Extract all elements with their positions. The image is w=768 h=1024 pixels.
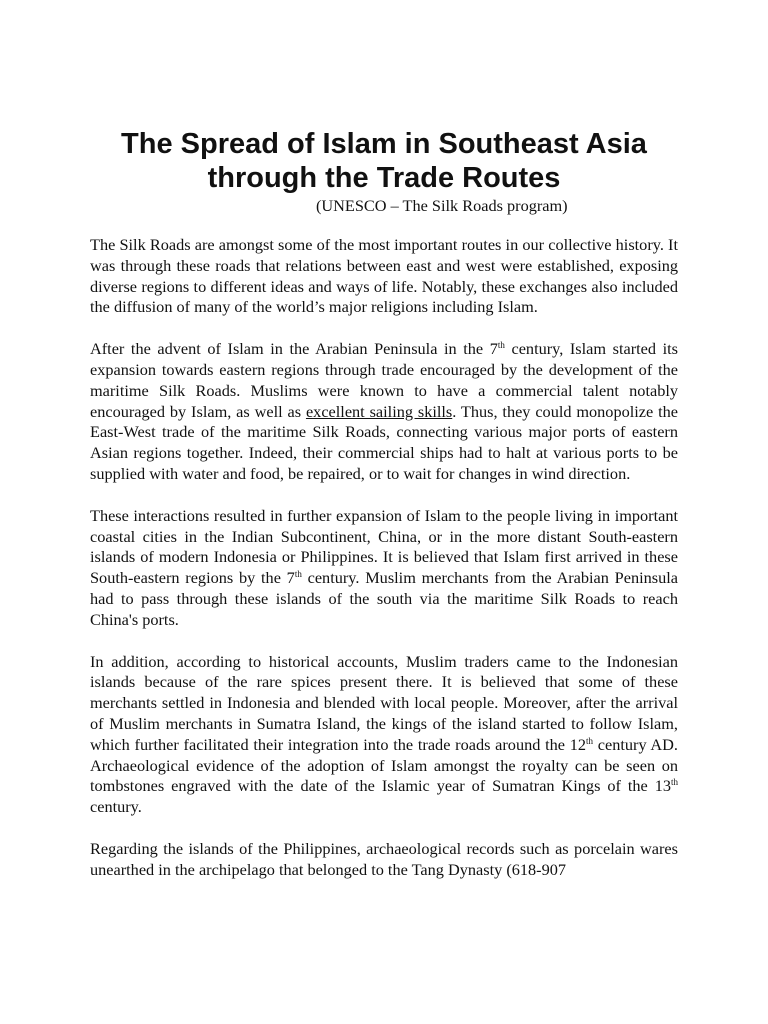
paragraph-2 (90, 339, 678, 485)
paragraph-5: Regarding the islands of the Philippines, archaeological records such as porcelain wares unearthed in the archipelago that belonged to the Tang Dynasty (618-907 (90, 838, 678, 879)
paragraph-2-text-a: After the advent of Islam in the Arabian Peninsula in the 7 (90, 339, 498, 359)
paragraph-4 (90, 652, 678, 818)
source-attribution: (UNESCO – The Silk Roads program) (316, 196, 568, 215)
ordinal-suffix: th (586, 735, 594, 746)
paragraph-3-text-b: century. Muslim merchants from the Arabian Peninsula had to pass through these islands of the south via the maritime Silk Roads to reach China's ports. (90, 568, 678, 629)
paragraph-3-text-a: These interactions resulted in further expansion of Islam to the people living in important coastal cities in the Indian Subcontinent, China, or in the more distant South-eastern islands of modern Indonesia or Philippines. It is believed that Islam first arrived in these South-eastern regions by the 7 (90, 505, 678, 588)
title-line-2: through the Trade Routes (207, 162, 561, 194)
paragraph-4-text-c: century. (90, 797, 142, 817)
paragraph-1: The Silk Roads are amongst some of the most important routes in our collective history. It was through these roads that relations between east and west were established, exposing diverse regions to different ideas and ways of life. Notably, these exchanges also included the diffusion of many of the world’s major religions including Islam. (90, 235, 678, 317)
ordinal-suffix: th (670, 777, 678, 788)
document-title (90, 127, 678, 195)
paragraph-4-text-b: century AD. Archaeological evidence of the adoption of Islam amongst the royalty can be seen on tombstones engraved with the date of the Islamic year of Sumatran Kings of the 13 (90, 734, 679, 796)
document-body (90, 235, 678, 881)
ordinal-suffix: th (497, 340, 505, 351)
title-line-1: The Spread of Islam in Southeast Asia (121, 128, 647, 160)
paragraph-2-text-c: . Thus, they could monopolize the East-West trade of the maritime Silk Roads, connecting various major ports of eastern Asian regions together. Indeed, their commercial ships had to halt at various ports to be supplied with water and food, be repaired, or to wait for changes in wind direction. (90, 401, 678, 483)
paragraph-3 (90, 506, 678, 631)
paragraph-4-text-a: In addition, according to historical accounts, Muslim traders came to the Indonesian islands because of the rare spices present there. It is believed that some of these merchants settled in Indonesia and blended with local people. Moreover, after the arrival of Muslim merchants in Sumatra Island, the kings of the island started to follow Islam, which further facilitated their integration into the trade roads around the 12 (90, 651, 678, 754)
paragraph-2-text-b: century, Islam started its expansion towards eastern regions through trade encouraged by the development of the maritime Silk Roads. Muslims were known to have a commercial talent notably encouraged by Islam, as well as (90, 339, 678, 421)
document-page (90, 127, 678, 902)
sailing-skills-link[interactable]: excellent sailing skills (305, 401, 453, 421)
ordinal-suffix: th (294, 569, 302, 580)
